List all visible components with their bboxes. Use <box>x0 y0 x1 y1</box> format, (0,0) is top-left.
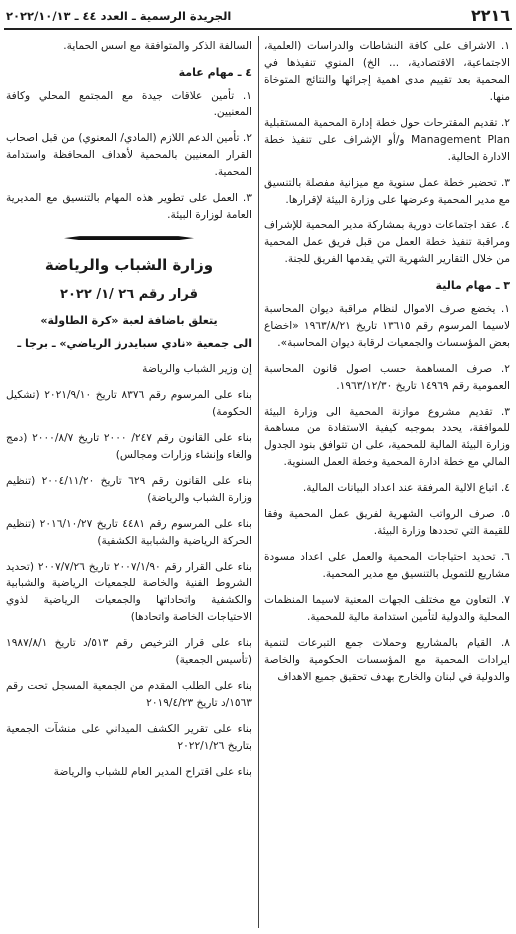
task-paragraph: ٢. تقديم المقترحات حول خطة إدارة المحمية المستقبلية Management Plan و/أو الإشراف على تنفيذ خطة الادارة الحالية. <box>264 116 510 163</box>
right-column <box>264 38 510 695</box>
issuer-line: إن وزير الشباب والرياضة <box>142 363 252 376</box>
section-4-heading: ٤ ـ مهام عامة <box>178 65 252 79</box>
consideration-paragraph: بناء على الطلب المقدم من الجمعية المسجل تحت رقم ١٥٦٣/د تاريخ ٢٠١٩/٤/٢٣ <box>6 680 252 710</box>
task-paragraph: ١. الاشراف على كافة النشاطات والدراسات (العلمية، الاجتماعية، الاقتصادية، ... الخ) المنوي تنفيذها في المحمية بعد تقييم مدى اهمية إجرائها والنتائج المتوخاة منها. <box>264 40 510 103</box>
considerations-list <box>6 387 252 781</box>
financial-task-paragraph: ٥. صرف الرواتب الشهرية لفريق عمل المحمية وفقا للقيمة التي تحددها وزارة البيئة. <box>264 508 510 538</box>
general-tasks-list <box>6 88 252 225</box>
decree-number: قرار رقم ٢٦ /١/ ٢٠٢٢ <box>60 287 198 303</box>
left-column <box>6 38 252 790</box>
continuation-text: السالفة الذكر والمتوافقة مع اسس الحماية. <box>63 40 252 52</box>
financial-task-paragraph: ٨. القيام بالمشاريع وحملات جمع التبرعات لتنمية ايرادات المحمية مع المؤسسات الحكومية والخاصة والدولية في لبنان والخارج بهدف تحقيق جميع الاهداف <box>264 636 510 683</box>
task-paragraph: ٤. عقد اجتماعات دورية بمشاركة مدير المحمية للإشراف ومراقبة تنفيذ خطة العمل من قبل فريق عمل المحمية من خلال التقارير الشهرية التي يقدمها الفريق للجنة. <box>264 219 510 266</box>
section-separator-ornament <box>64 233 194 243</box>
page-header <box>4 4 512 30</box>
general-task-paragraph: ١. تأمين علاقات جيدة مع المجتمع المحلي وكافة المعنيين. <box>6 89 252 119</box>
association-name: الى جمعية «نادي سبايدرز الرياضي» ـ برجا ـ <box>17 337 252 351</box>
section-3-heading: ٣ ـ مهام مالية <box>435 279 510 293</box>
task-paragraph: ٣. تحضير خطة عمل سنوية مع ميزانية مفصلة بالتنسيق مع مدير المحمية وعرضها على وزارة البيئة لإقرارها. <box>264 176 510 206</box>
tasks-list-top <box>264 38 510 268</box>
financial-tasks-list <box>264 301 510 686</box>
gazette-issue-line: الجريدة الرسمية ـ العدد ٤٤ ـ ٢٠٢٢/١٠/١٣ <box>6 8 232 23</box>
consideration-paragraph: بناء على القرار رقم ٢٠٠٧/١/٩٠ تاريخ ٢٠٠٧/٧/٢٦ (تحديد الشروط الفنية والخاصة للجمعيات الرياضية والشبابية والكشفية واتحاداتها والجمعيات الرياضية لذوي الاحتياجات الخاصة واتحادها) <box>6 560 252 624</box>
consideration-paragraph: بناء على قرار الترخيص رقم ٥١٣/د تاريخ ١٩٨٧/٨/١ (تأسيس الجمعية) <box>6 637 252 667</box>
page-number: ٢٢١٦ <box>470 6 510 26</box>
financial-task-paragraph: ٦. تحديد احتياجات المحمية والعمل على اعداد مسودة مشاريع للتمويل بالتنسيق مع مدير المحمية. <box>264 551 510 581</box>
general-task-paragraph: ٢. تأمين الدعم اللازم (المادي/ المعنوي) من قبل اصحاب القرار المعنيين بالمحمية لأهداف المحافظة واستدامة المحمية. <box>6 132 252 179</box>
ministry-title: وزارة الشباب والرياضة <box>44 256 214 275</box>
column-divider <box>258 36 259 928</box>
consideration-paragraph: بناء على المرسوم رقم ٤٤٨١ تاريخ ٢٠١٦/١٠/٢٧ (تنظيم الحركة الرياضية والشبابية الكشفية) <box>6 517 252 547</box>
financial-task-paragraph: ١. يخضع صرف الاموال لنظام مراقبة ديوان المحاسبة لاسيما المرسوم رقم ١٣٦١٥ تاريخ ١٩٦٣/٨/٢١ «اخضاع بعض المؤسسات والجمعيات لرقابة ديوان المحاسبة». <box>264 302 510 349</box>
decree-subject: يتعلق باضافة لعبة «كرة الطاولة» <box>40 313 218 327</box>
consideration-paragraph: بناء على تقرير الكشف الميداني على منشآت الجمعية بتاريخ ٢٠٢٢/١/٢٦ <box>6 723 252 752</box>
consideration-paragraph: بناء على المرسوم رقم ٨٣٧٦ تاريخ ٢٠٢١/٩/١٠ (تشكيل الحكومة) <box>6 389 252 418</box>
financial-task-paragraph: ٧. التعاون مع مختلف الجهات المعنية لاسيما المنظمات المحلية والدولية لتأمين استدامة مالية للمحمية. <box>264 593 510 623</box>
general-task-paragraph: ٣. العمل على تطوير هذه المهام بالتنسيق مع المديرية العامة لوزارة البيئة. <box>6 192 252 222</box>
financial-task-paragraph: ٣. تقديم مشروع موازنة المحمية الى وزارة البيئة للموافقة، يحدد بموجبه كيفية الاستفادة من مساهمة وزارة البيئة المالية للمحمية، على ان تتوافق بنود الجدول المالي مع خطة ادارة المحمية وخطة العمل السنوية. <box>264 405 510 469</box>
financial-task-paragraph: ٤. اتباع الالية المرفقة عند اعداد البيانات المالية. <box>302 482 510 495</box>
consideration-paragraph: بناء على اقتراح المدير العام للشباب والرياضة <box>53 765 252 778</box>
financial-task-paragraph: ٢. صرف المساهمة حسب اصول قانون المحاسبة العمومية رقم ١٤٩٦٩ تاريخ ١٩٦٣/١٢/٣٠. <box>264 362 510 392</box>
consideration-paragraph: بناء على القانون رقم ٢٤٧/ ٢٠٠٠ تاريخ ٢٠٠٠/٨/٧ (دمج والغاء وإنشاء وزارات ومجالس) <box>6 431 253 461</box>
consideration-paragraph: بناء على القانون رقم ٦٢٩ تاريخ ٢٠٠٤/١١/٢٠ (تنظيم وزارة الشباب والرياضة) <box>6 474 252 504</box>
